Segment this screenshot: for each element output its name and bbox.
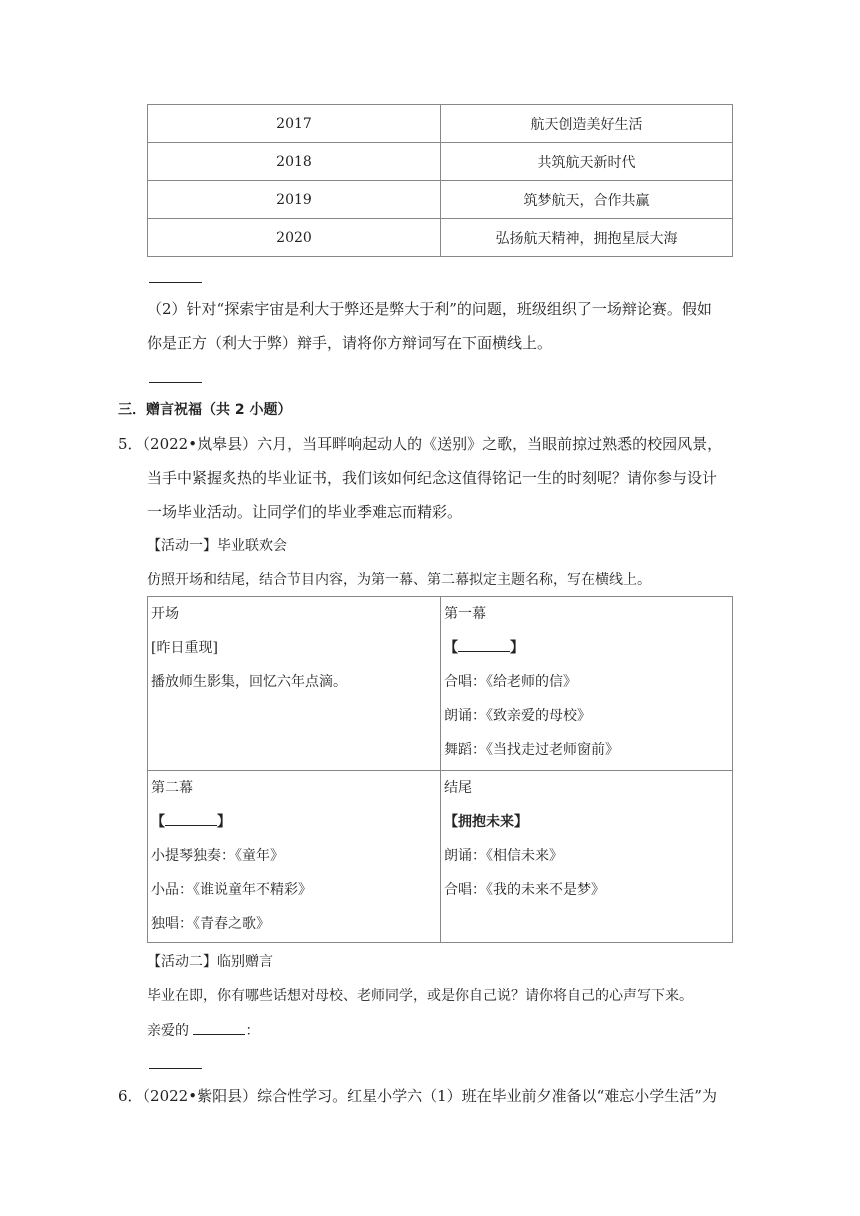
q5-line2: 当手中紧握炙热的毕业证书，我们该如何纪念这值得铭记一生的时刻呢？请你参与设计: [147, 469, 718, 487]
table-row: [148, 143, 733, 181]
theme-cell: 弘扬航天精神，拥抱星辰大海: [441, 219, 733, 257]
cell-theme: [昨日重现]: [151, 640, 218, 656]
bracket-left: 【: [151, 814, 165, 830]
q2-line2: 你是正方（利大于弊）辩手，请将你方辩词写在下面横线上。: [147, 334, 553, 352]
cell-item: 小品：《谁说童年不精彩》: [151, 882, 312, 898]
activity1-heading: 【活动一】毕业联欢会: [147, 538, 287, 554]
cell-theme-blank: [444, 637, 619, 671]
cell-title: 开场: [151, 606, 179, 622]
theme-cell: 筑梦航天，合作共赢: [441, 181, 733, 219]
cell-title: 第一幕: [444, 606, 486, 622]
answer-blank-dear[interactable]: [193, 1020, 245, 1035]
table-divider: [148, 770, 732, 771]
theme-cell: 共筑航天新时代: [441, 143, 733, 181]
table-row: [148, 219, 733, 257]
program-table: [147, 596, 733, 943]
dear-suffix: ：: [245, 1023, 260, 1039]
answer-blank-act1[interactable]: [458, 637, 510, 652]
bracket-right: 】: [510, 640, 524, 656]
answer-blank-q5[interactable]: [149, 1068, 202, 1069]
bracket-left: 【: [444, 640, 458, 656]
theme-cell: 航天创造美好生活: [441, 105, 733, 143]
year-cell: 2018: [148, 143, 441, 181]
answer-blank-q1[interactable]: [149, 282, 202, 283]
dear-prefix: 亲爱的: [147, 1023, 189, 1039]
dear-line: [147, 1020, 259, 1041]
cell-item: 舞蹈：《当找走过老师窗前》: [444, 742, 619, 758]
cell-theme-blank: [151, 811, 312, 845]
cell-act2: [151, 777, 312, 947]
year-theme-table: [147, 104, 733, 257]
table-row: [148, 181, 733, 219]
cell-title: 结尾: [444, 780, 472, 796]
cell-item: 合唱：《我的未来不是梦》: [444, 882, 605, 898]
year-cell: 2020: [148, 219, 441, 257]
cell-act1: [444, 603, 619, 773]
year-cell: 2019: [148, 181, 441, 219]
activity1-instruction: 仿照开场和结尾，结合节目内容，为第一幕、第二幕拟定主题名称，写在横线上。: [147, 572, 651, 588]
cell-title: 第二幕: [151, 780, 193, 796]
cell-closing: [444, 777, 605, 913]
cell-item: 播放师生影集，回忆六年点滴。: [151, 674, 347, 690]
q5-line3: 一场毕业活动。让同学们的毕业季难忘而精彩。: [147, 503, 463, 521]
cell-theme: 【拥抱未来】: [444, 814, 528, 830]
answer-blank-q2[interactable]: [149, 382, 202, 383]
activity2-heading: 【活动二】临别赠言: [147, 954, 273, 970]
q2-line1: （2）针对“探索宇宙是利大于弊还是弊大于利”的问题，班级组织了一场辩论赛。假如: [147, 300, 712, 318]
bracket-right: 】: [217, 814, 231, 830]
q6-line1: 6．（2022•紫阳县）综合性学习。红星小学六（1）班在毕业前夕准备以“难忘小学生活”为: [118, 1087, 717, 1105]
cell-item: 朗诵：《相信未来》: [444, 848, 563, 864]
cell-item: 独唱：《青春之歌》: [151, 916, 270, 932]
cell-item: 小提琴独奏：《童年》: [151, 848, 284, 864]
cell-item: 合唱：《给老师的信》: [444, 674, 577, 690]
year-cell: 2017: [148, 105, 441, 143]
table-row: [148, 105, 733, 143]
cell-item: 朗诵：《致亲爱的母校》: [444, 708, 591, 724]
activity2-instruction: 毕业在即，你有哪些话想对母校、老师同学，或是你自己说？请你将自己的心声写下来。: [147, 988, 693, 1004]
cell-opening: [151, 603, 347, 705]
answer-blank-act2[interactable]: [165, 811, 217, 826]
q5-line1: 5．（2022•岚皋县）六月，当耳畔响起动人的《送别》之歌，当眼前掠过熟悉的校园风景，: [118, 435, 723, 453]
section-title: 三．赠言祝福（共 2 小题）: [118, 402, 292, 418]
